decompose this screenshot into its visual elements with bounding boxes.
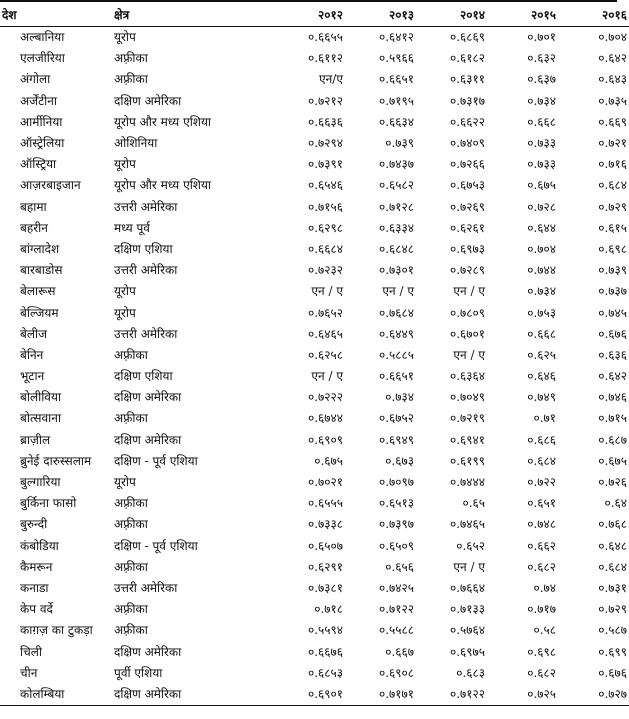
cell-2014: ०.६५२ bbox=[456, 538, 485, 553]
cell-2013: ०.६६७ bbox=[385, 644, 414, 659]
cell-2013: ०.७३०१ bbox=[378, 263, 414, 278]
cell-2016: ०.६७६ bbox=[598, 665, 627, 680]
cell-2014: ०.६६२२ bbox=[449, 114, 485, 129]
cell-2016: ०.६४२ bbox=[598, 51, 627, 66]
cell-2016: ०.६७५ bbox=[598, 453, 627, 468]
cell-2015: ०.७२८ bbox=[527, 199, 556, 214]
cell-2016: ०.६४३ bbox=[598, 72, 627, 87]
header-2013: २०१३ bbox=[345, 4, 416, 27]
cell-country: बुरुन्दी bbox=[20, 517, 48, 532]
cell-country: काग़ज़ का टुकड़ा bbox=[20, 623, 93, 638]
cell-2015: ०.६६८ bbox=[527, 114, 556, 129]
cell-2015: ०.७०४ bbox=[527, 241, 556, 256]
cell-region: पूर्वी एशिया bbox=[114, 665, 163, 680]
table-row bbox=[0, 578, 629, 599]
cell-country: ब्रुनेई दारुस्सलाम bbox=[20, 453, 92, 468]
header-2015: २०१५ bbox=[487, 4, 558, 27]
cell-country: बेलीज bbox=[20, 326, 48, 341]
cell-2015: ०.५८ bbox=[533, 623, 556, 638]
cell-region: अफ़्रीका bbox=[114, 496, 148, 511]
cell-2016: ०.७२६ bbox=[598, 475, 627, 490]
cell-2013: ०.७४२५ bbox=[378, 580, 414, 595]
cell-country: बेनिन bbox=[20, 347, 44, 362]
cell-2012: ०.७३८१ bbox=[307, 580, 343, 595]
header-2012: २०१२ bbox=[274, 4, 345, 27]
cell-2016: ०.६८४ bbox=[598, 178, 627, 193]
cell-2013: ०.६८४८ bbox=[378, 241, 414, 256]
table-row bbox=[0, 218, 629, 239]
cell-2016: ०.६३६ bbox=[598, 347, 627, 362]
cell-region: यूरोप bbox=[114, 157, 136, 172]
cell-region: अफ़्रीका bbox=[114, 347, 148, 362]
cell-2014: ०.७३१७ bbox=[449, 93, 485, 108]
cell-country: बोलीविया bbox=[20, 390, 62, 405]
cell-2016: ०.५८७ bbox=[598, 623, 627, 638]
cell-2016: ०.७२९ bbox=[598, 602, 627, 617]
cell-2014: ०.६९७३ bbox=[449, 241, 485, 256]
cell-2013: ०.६७५२ bbox=[378, 411, 414, 426]
cell-2014: ०.७२६६ bbox=[449, 157, 485, 172]
cell-2016: ०.६७६ bbox=[598, 326, 627, 341]
cell-country: कैमरून bbox=[20, 559, 53, 574]
header-country: देश bbox=[0, 4, 112, 27]
cell-2014: एन / ए bbox=[453, 559, 485, 574]
cell-2016: ०.७३७ bbox=[598, 284, 627, 299]
cell-2012: ०.६५५५ bbox=[307, 496, 343, 511]
cell-country: बहरीन bbox=[20, 220, 48, 235]
cell-country: कनाडा bbox=[20, 580, 49, 595]
cell-2014: ०.७६६४ bbox=[449, 580, 485, 595]
cell-2012: ०.६११२ bbox=[307, 51, 343, 66]
table-row bbox=[0, 133, 629, 154]
cell-2014: ०.६३११ bbox=[449, 72, 485, 87]
cell-2015: ०.६३२ bbox=[527, 51, 556, 66]
table-row bbox=[0, 239, 629, 260]
cell-2016: ०.७१५ bbox=[598, 411, 627, 426]
table-row bbox=[0, 684, 629, 706]
table-row bbox=[0, 536, 629, 557]
cell-region: दक्षिण अमेरिका bbox=[114, 432, 182, 447]
cell-2014: ०.६१८२ bbox=[449, 51, 485, 66]
cell-region: यूरोप और मध्य एशिया bbox=[114, 178, 212, 193]
cell-2012: ०.६५४६ bbox=[307, 178, 343, 193]
cell-2014: ०.६१९९ bbox=[449, 453, 485, 468]
cell-2016: ०.७३९ bbox=[598, 263, 627, 278]
table-row bbox=[0, 345, 629, 366]
cell-2012: ०.६७४४ bbox=[307, 411, 343, 426]
cell-country: कोलम्बिया bbox=[0, 684, 112, 706]
cell-2012: ०.६६७६ bbox=[307, 644, 343, 659]
table-row bbox=[0, 91, 629, 112]
cell-2015: ०.७२२ bbox=[527, 475, 556, 490]
cell-2013: ०.७१२२ bbox=[378, 602, 414, 617]
table-row bbox=[0, 472, 629, 493]
cell-2015: ०.६६२ bbox=[527, 538, 556, 553]
header-region: क्षेत्र bbox=[112, 4, 274, 27]
table-row bbox=[0, 514, 629, 535]
cell-country: बहामा bbox=[20, 199, 47, 214]
cell-2013: ०.६३३४ bbox=[378, 220, 414, 235]
cell-region: उत्तरी अमेरिका bbox=[114, 580, 178, 595]
cell-2015: ०.६६८ bbox=[527, 326, 556, 341]
cell-region: अफ़्रीका bbox=[114, 411, 148, 426]
cell-region: यूरोप और मध्य एशिया bbox=[114, 114, 212, 129]
cell-2016: ०.७३१ bbox=[598, 580, 627, 595]
cell-2016: ०.७६८ bbox=[598, 517, 627, 532]
cell-2016: ०.६९९ bbox=[598, 644, 627, 659]
cell-region: यूरोप bbox=[114, 475, 136, 490]
cell-country: चीन bbox=[20, 665, 38, 680]
cell-2013: ०.७१२८ bbox=[378, 199, 414, 214]
cell-country: ब्राज़ील bbox=[20, 432, 51, 447]
cell-2016: ०.७१६ bbox=[598, 157, 627, 172]
cell-2014: ०.७०४९ bbox=[449, 390, 485, 405]
cell-region: अफ़्रीका bbox=[114, 602, 148, 617]
cell-2014: ०.७४०९ bbox=[449, 136, 485, 151]
table-row bbox=[0, 366, 629, 387]
cell-2015: ०.६८४ bbox=[527, 453, 556, 468]
cell-2012: ०.७२३२ bbox=[307, 263, 343, 278]
cell-2015: ०.६८६ bbox=[527, 432, 556, 447]
cell-2013: ०.६५१३ bbox=[378, 496, 414, 511]
cell-2012: ०.७२१२ bbox=[307, 93, 343, 108]
cell-2015: ०.७३३ bbox=[527, 157, 556, 172]
header-2016: २०१६ bbox=[558, 4, 629, 27]
table-row bbox=[0, 663, 629, 684]
cell-2015: ०.७५३ bbox=[527, 305, 556, 320]
cell-2013: ०.७३४ bbox=[385, 390, 414, 405]
cell-country: भूटान bbox=[20, 369, 45, 384]
cell-region: दक्षिण अमेरिका bbox=[112, 684, 274, 706]
cell-region: उत्तरी अमेरिका bbox=[114, 199, 178, 214]
cell-2012: ०.७०२१ bbox=[307, 475, 343, 490]
cell-region: ओशिनिया bbox=[114, 136, 158, 151]
table-row bbox=[0, 260, 629, 281]
cell-2015: ०.७४ bbox=[533, 580, 556, 595]
cell-2014: ०.७४६५ bbox=[449, 517, 485, 532]
cell-region: यूरोप bbox=[114, 305, 136, 320]
cell-country: चिली bbox=[20, 644, 42, 659]
table-row bbox=[0, 641, 629, 662]
cell-2013: ०.६५८२ bbox=[378, 178, 414, 193]
cell-2016: ०.६४ bbox=[604, 496, 627, 511]
table-row bbox=[0, 27, 629, 49]
cell-2015: ०.७०१ bbox=[527, 30, 556, 45]
cell-2015: ०.६९८ bbox=[527, 644, 556, 659]
table-row bbox=[0, 557, 629, 578]
cell-2016: ०.७२७ bbox=[558, 684, 629, 706]
cell-region: अफ़्रीका bbox=[114, 72, 148, 87]
cell-region: यूरोप bbox=[114, 284, 136, 299]
cell-2014: ०.७२६९ bbox=[449, 199, 485, 214]
cell-2015: ०.६४६ bbox=[527, 369, 556, 384]
cell-2014: ०.७२१९ bbox=[449, 411, 485, 426]
cell-2013: ०.६५६ bbox=[385, 559, 414, 574]
table-row bbox=[0, 112, 629, 133]
cell-region: अफ़्रीका bbox=[114, 623, 148, 638]
cell-country: बुल्गारिया bbox=[20, 475, 61, 490]
cell-2015: ०.६८२ bbox=[527, 559, 556, 574]
cell-2012: एन / ए bbox=[311, 369, 343, 384]
cell-2013: ०.७०९७ bbox=[378, 475, 414, 490]
table-row bbox=[0, 175, 629, 196]
cell-2015: ०.७२५ bbox=[487, 684, 558, 706]
cell-country: अर्जेंटीना bbox=[20, 93, 57, 108]
cell-2013: एन / ए bbox=[382, 284, 414, 299]
cell-2014: ०.६७५३ bbox=[449, 178, 485, 193]
cell-2015: ०.६३७ bbox=[527, 72, 556, 87]
cell-2013: ०.७३९७ bbox=[378, 517, 414, 532]
table-row bbox=[0, 493, 629, 514]
cell-2012: ०.७१५६ bbox=[307, 199, 343, 214]
cell-2015: ०.६८२ bbox=[527, 665, 556, 680]
cell-2012: ०.७३९१ bbox=[307, 157, 343, 172]
cell-region: अफ़्रीका bbox=[114, 51, 148, 66]
cell-2012: एन / ए bbox=[311, 284, 343, 299]
cell-2016: ०.६४८ bbox=[598, 538, 627, 553]
cell-region: दक्षिण - पूर्व एशिया bbox=[114, 538, 198, 553]
cell-2012: ०.६६३६ bbox=[307, 114, 343, 129]
cell-2016: ०.६४२ bbox=[598, 369, 627, 384]
cell-country: केप वर्दे bbox=[20, 602, 53, 617]
cell-2012: ०.५५९४ bbox=[307, 623, 343, 638]
cell-region: दक्षिण अमेरिका bbox=[114, 644, 182, 659]
cell-2014: ०.७८०९ bbox=[449, 305, 485, 320]
cell-2014: ०.६७०१ bbox=[449, 326, 485, 341]
cell-2015: ०.७४९ bbox=[527, 390, 556, 405]
cell-2016: ०.६८७ bbox=[598, 432, 627, 447]
header-2014: २०१४ bbox=[416, 4, 487, 27]
table-row bbox=[0, 408, 629, 429]
table-row bbox=[0, 430, 629, 451]
cell-2013: ०.६४१२ bbox=[378, 30, 414, 45]
cell-2012: ०.६२९१ bbox=[307, 559, 343, 574]
cell-region: मध्य पूर्व bbox=[114, 220, 150, 235]
cell-2012: ०.६५०७ bbox=[307, 538, 343, 553]
cell-2016: ०.७२१ bbox=[598, 136, 627, 151]
cell-2016: ०.७४५ bbox=[598, 305, 627, 320]
cell-2014: एन / ए bbox=[453, 284, 485, 299]
header-row bbox=[0, 4, 629, 27]
table-row bbox=[0, 281, 629, 302]
table-row bbox=[0, 599, 629, 620]
cell-2013: ०.७१९५ bbox=[378, 93, 414, 108]
cell-2013: ०.७१७१ bbox=[345, 684, 416, 706]
cell-2014: ०.७१२२ bbox=[416, 684, 487, 706]
cell-2012: ०.७३३८ bbox=[307, 517, 343, 532]
cell-2014: ०.६९४१ bbox=[449, 432, 485, 447]
cell-2013: ०.५५८८ bbox=[378, 623, 414, 638]
cell-2013: ०.६६५१ bbox=[378, 72, 414, 87]
cell-2014: ०.६५ bbox=[462, 496, 485, 511]
cell-2012: ०.६७५ bbox=[314, 453, 343, 468]
cell-country: कंबोडिया bbox=[20, 538, 59, 553]
table-row bbox=[0, 48, 629, 69]
cell-2013: ०.६५०९ bbox=[378, 538, 414, 553]
cell-2016: ०.६६९ bbox=[598, 114, 627, 129]
cell-region: दक्षिण एशिया bbox=[114, 369, 173, 384]
cell-2015: ०.७३४ bbox=[527, 284, 556, 299]
cell-country: बुर्किना फासो bbox=[20, 496, 77, 511]
cell-2014: ०.५७६४ bbox=[449, 623, 485, 638]
cell-2016: ०.६८४ bbox=[598, 559, 627, 574]
cell-2013: ०.७३९ bbox=[385, 136, 414, 151]
cell-country: ऑस्ट्रिया bbox=[20, 157, 57, 172]
table-row bbox=[0, 197, 629, 218]
cell-country: बारबाडोस bbox=[20, 263, 63, 278]
cell-2016: ०.७३५ bbox=[598, 93, 627, 108]
cell-2015: ०.६७५ bbox=[527, 178, 556, 193]
cell-2015: ०.७४८ bbox=[527, 517, 556, 532]
cell-2013: ०.५८८५ bbox=[378, 347, 414, 362]
cell-2012: ०.७६५२ bbox=[307, 305, 343, 320]
cell-2014: ०.६८६९ bbox=[449, 30, 485, 45]
cell-2014: ०.६८३ bbox=[456, 665, 485, 680]
cell-2016: ०.७०४ bbox=[598, 30, 627, 45]
table-row bbox=[0, 620, 629, 641]
cell-2015: ०.७१७ bbox=[527, 602, 556, 617]
cell-country: आर्मीनिया bbox=[20, 114, 63, 129]
cell-2012: ०.६९०१ bbox=[274, 684, 345, 706]
cell-region: उत्तरी अमेरिका bbox=[114, 326, 178, 341]
table-body bbox=[0, 27, 629, 706]
cell-region: अफ़्रीका bbox=[114, 517, 148, 532]
cell-2015: ०.७४४ bbox=[527, 263, 556, 278]
cell-2014: ०.७१३३ bbox=[449, 602, 485, 617]
cell-country: अल्बानिया bbox=[20, 30, 65, 45]
cell-2015: ०.७३३ bbox=[527, 136, 556, 151]
cell-2015: ०.६२५ bbox=[527, 347, 556, 362]
cell-2014: ०.७४४४ bbox=[449, 475, 485, 490]
cell-2012: ०.६९०९ bbox=[307, 432, 343, 447]
cell-country: बेलारूस bbox=[20, 284, 56, 299]
cell-2012: ०.७२२२ bbox=[307, 390, 343, 405]
cell-region: दक्षिण अमेरिका bbox=[114, 390, 182, 405]
cell-region: दक्षिण एशिया bbox=[114, 241, 173, 256]
cell-country: बेल्जियम bbox=[20, 305, 59, 320]
cell-2014: एन / ए bbox=[453, 347, 485, 362]
cell-country: ऑस्ट्रेलिया bbox=[20, 136, 65, 151]
cell-region: दक्षिण - पूर्व एशिया bbox=[114, 453, 198, 468]
cell-2013: ०.६६३४ bbox=[378, 114, 414, 129]
cell-2012: ०.६६५५ bbox=[307, 30, 343, 45]
cell-country: एलजीरिया bbox=[20, 51, 65, 66]
cell-region: दक्षिण अमेरिका bbox=[114, 93, 182, 108]
gender-gap-table bbox=[0, 4, 629, 706]
table-row bbox=[0, 69, 629, 90]
cell-2012: ०.६२९८ bbox=[307, 220, 343, 235]
cell-country: बोत्सवाना bbox=[20, 411, 62, 426]
cell-2016: ०.६९८ bbox=[598, 241, 627, 256]
cell-country: बांग्लादेश bbox=[20, 241, 60, 256]
cell-2012: ०.६८५३ bbox=[307, 665, 343, 680]
cell-2015: ०.७१ bbox=[533, 411, 556, 426]
cell-country: आज़रबाइजान bbox=[20, 178, 81, 193]
cell-2013: ०.७४३७ bbox=[378, 157, 414, 172]
cell-2013: ०.६७३ bbox=[385, 453, 414, 468]
cell-2016: ०.७२९ bbox=[598, 199, 627, 214]
cell-2015: ०.६४४ bbox=[527, 220, 556, 235]
cell-2013: ०.७६८४ bbox=[378, 305, 414, 320]
table-row bbox=[0, 387, 629, 408]
cell-region: यूरोप bbox=[114, 30, 136, 45]
cell-2013: ०.६४४९ bbox=[378, 326, 414, 341]
cell-2014: ०.६९७५ bbox=[449, 644, 485, 659]
cell-region: उत्तरी अमेरिका bbox=[114, 263, 178, 278]
cell-2013: ०.६६५१ bbox=[378, 369, 414, 384]
cell-2012: ०.७२९४ bbox=[307, 136, 343, 151]
cell-2012: ०.६६८४ bbox=[307, 241, 343, 256]
table-row bbox=[0, 451, 629, 472]
cell-2016: ०.६१५ bbox=[598, 220, 627, 235]
cell-2013: ०.६९०८ bbox=[378, 665, 414, 680]
cell-country: अंगोला bbox=[20, 72, 51, 87]
cell-2012: ०.६४६५ bbox=[307, 326, 343, 341]
cell-2012: एन/ए bbox=[319, 72, 343, 87]
top-rule bbox=[0, 0, 617, 2]
table-row bbox=[0, 324, 629, 345]
table-row bbox=[0, 154, 629, 175]
cell-2012: ०.६२५८ bbox=[307, 347, 343, 362]
cell-2015: ०.६५१ bbox=[527, 496, 556, 511]
cell-2014: ०.७२८९ bbox=[449, 263, 485, 278]
cell-2014: ०.६२६१ bbox=[449, 220, 485, 235]
cell-2013: ०.६९४९ bbox=[378, 432, 414, 447]
cell-2016: ०.७४६ bbox=[598, 390, 627, 405]
cell-2014: ०.६३६४ bbox=[449, 369, 485, 384]
cell-2015: ०.७३४ bbox=[527, 93, 556, 108]
cell-region: अफ़्रीका bbox=[114, 559, 148, 574]
cell-2012: ०.७१८ bbox=[314, 602, 343, 617]
cell-2013: ०.५९६६ bbox=[378, 51, 414, 66]
table-row bbox=[0, 302, 629, 323]
